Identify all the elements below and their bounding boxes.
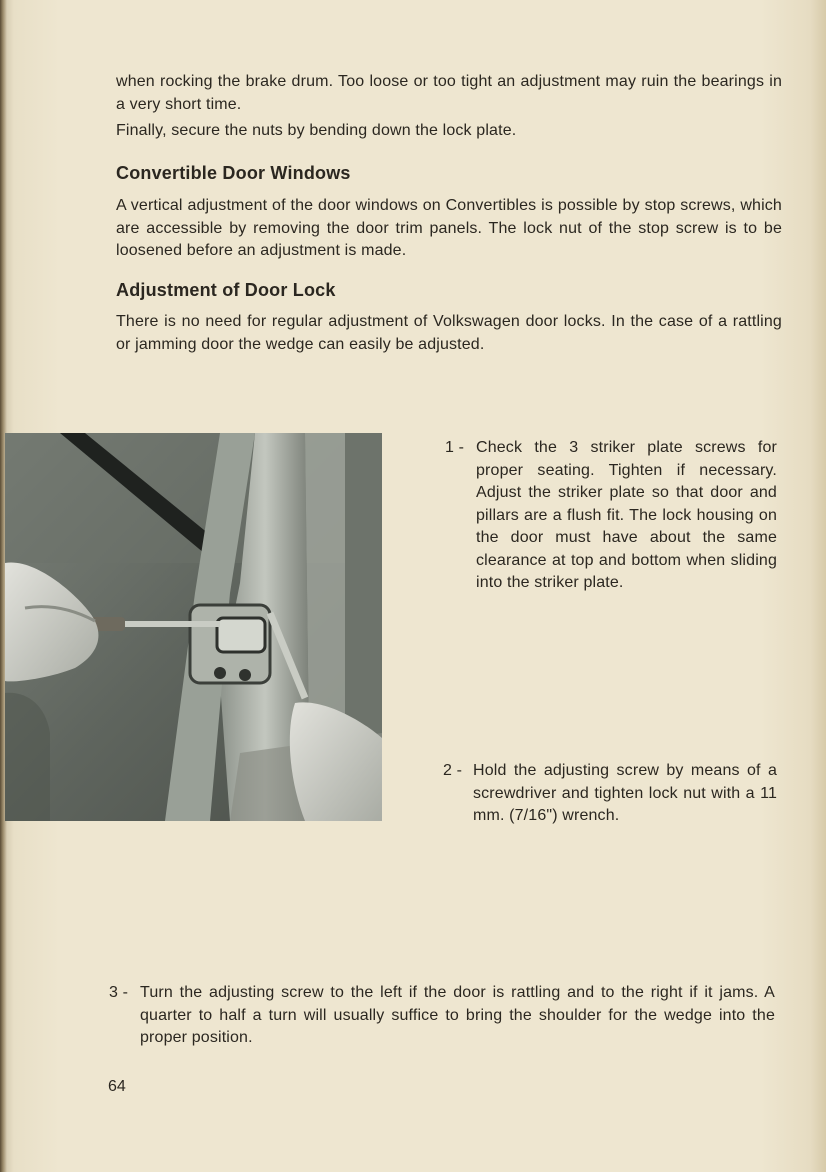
door-lock-photo [5, 433, 382, 821]
heading-adjustment-of-door-lock: Adjustment of Door Lock [116, 280, 336, 300]
door-lock-paragraph: There is no need for regular adjustment of Volkswagen door locks. In the case of a rattling or jamming door the wedge can easily be adjusted. [116, 313, 782, 353]
step-1-text: Check the 3 striker plate screws for proper seating. Tighten if necessary. Adjust the striker plate so that door and pillars are a flush fit. The lock housing on the door must have about the same clearance at top and bottom when sliding into the striker plate. [476, 439, 777, 591]
step-2-number: 2 - [443, 762, 463, 779]
step-3-number: 3 - [109, 984, 129, 1001]
step-2-text: Hold the adjusting screw by means of a screwdriver and tighten lock nut with a 11 mm. (7/16") wrench. [473, 762, 777, 824]
step-1-number: 1 - [445, 439, 465, 456]
heading-convertible-door-windows: Convertible Door Windows [116, 163, 351, 183]
step-3-text: Turn the adjusting screw to the left if the door is rattling and to the right if it jams. A quarter to half a turn will usually suffice to bring the shoulder for the wedge into the proper position. [140, 984, 775, 1046]
intro-paragraph: when rocking the brake drum. Too loose or too tight an adjustment may ruin the bearings in a very short time. [116, 73, 782, 113]
page-number: 64 [108, 1078, 126, 1095]
door-lock-photo-illustration [5, 433, 382, 821]
convertible-paragraph: A vertical adjustment of the door windows on Convertibles is possible by stop screws, which are accessible by removing the door trim panels. The lock nut of the stop screw is to be loosened before an adjustment is made. [116, 197, 782, 259]
intro-final-line: Finally, secure the nuts by bending down the lock plate. [116, 122, 517, 139]
